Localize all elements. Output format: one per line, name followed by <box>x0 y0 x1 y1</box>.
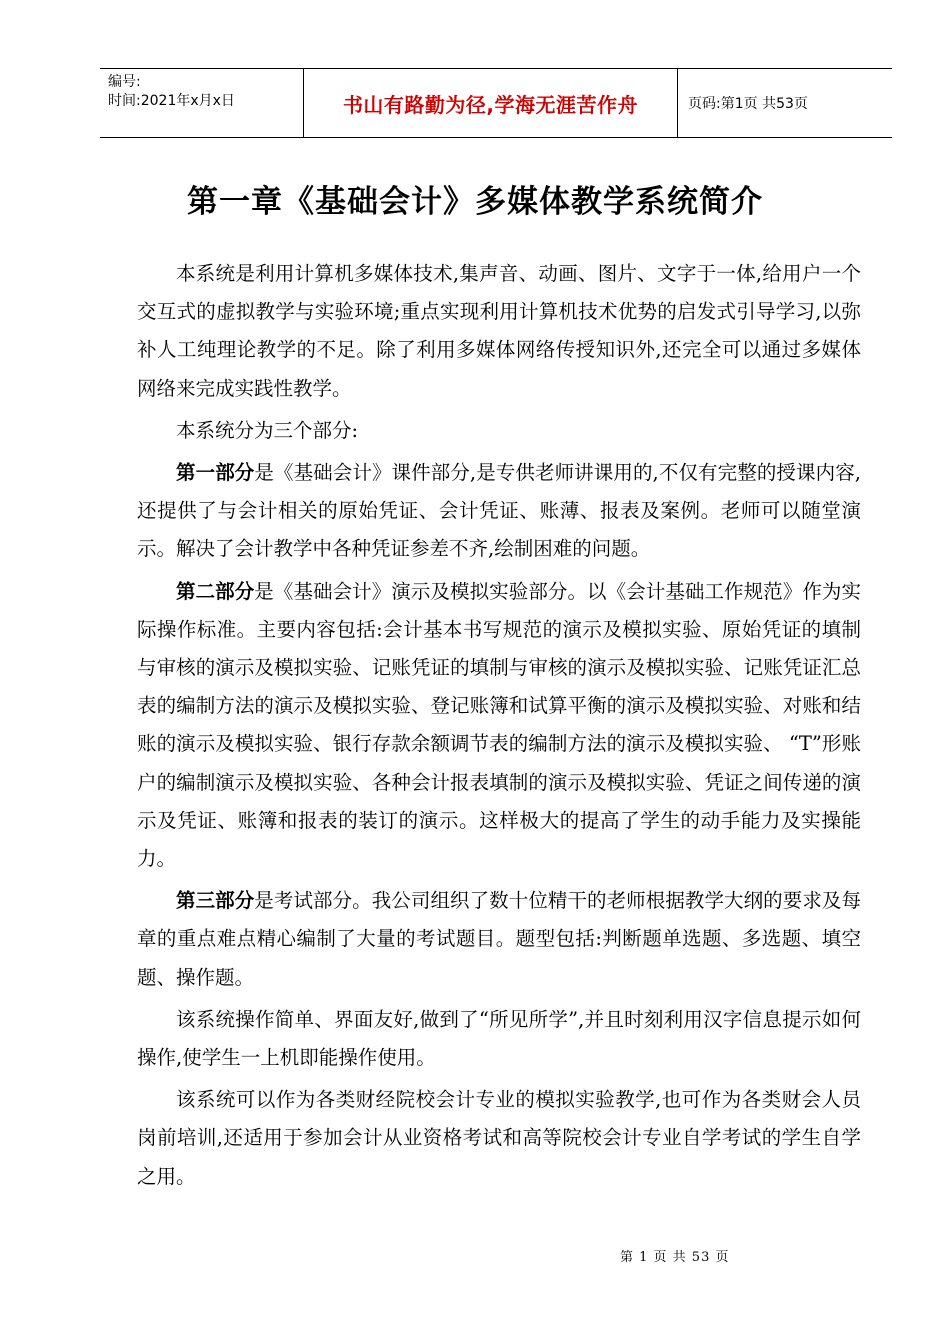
document-body <box>137 255 861 1196</box>
chapter-title: 第一章《基础会计》多媒体教学系统简介 <box>187 184 763 220</box>
document-number-label: 编号: <box>108 74 141 90</box>
body-paragraph <box>137 1001 861 1077</box>
header-motto: 书山有路勤为径,学海无涯苦作舟 <box>342 92 639 117</box>
paragraph-text: 是《基础会计》课件部分,是专供老师讲课用的,不仅有完整的授课内容,还提供了与会计相关的原始凭证、会计凭证、账薄、报表及案例。老师可以随堂演示。解决了会计教学中各种凭证参差不齐,绘制困难的问题。 <box>137 461 861 561</box>
paragraph-text: 本系统是利用计算机多媒体技术,集声音、动画、图片、文字于一体,给用户一个交互式的虚拟教学与实验环境;重点实现利用计算机技术优势的启发式引导学习,以弥补人工纯理论教学的不足。除了利用多媒体网络传授知识外,还完全可以通过多媒体网络来完成实践性教学。 <box>137 262 861 400</box>
body-paragraph <box>137 573 861 879</box>
paragraph-lead: 第二部分 <box>176 579 255 603</box>
paragraph-lead: 第三部分 <box>176 889 255 913</box>
header-page-info-cell <box>678 69 892 137</box>
body-paragraph <box>137 1081 861 1196</box>
paragraph-text: 是考试部分。我公司组织了数十位精干的老师根据教学大纲的要求及每章的重点难点精心编制了大量的考试题目。题型包括:判断题单选题、多选题、填空题、操作题。 <box>137 889 861 989</box>
paragraph-text: 本系统分为三个部分: <box>176 418 359 442</box>
header-meta-cell <box>100 69 304 137</box>
page-header <box>100 68 892 138</box>
paragraph-text: 是《基础会计》演示及模拟实验部分。以《会计基础工作规范》作为实际操作标准。主要内容包括:会计基本书写规范的演示及模拟实验、原始凭证的填制与审核的演示及模拟实验、记账凭证的填制与审核的演示及模拟实验、记账凭证汇总表的编制方法的演示及模拟实验、登记账簿和试算平衡的演示及模拟实验、对账和结账的演示及模拟实验、银行存款余额调节表的编制方法的演示及模拟实验、 “T”形账户的编制演示及模拟实验、各种会计报表填制的演示及模拟实验、凭证之间传递的演示及凭证、账簿和报表的装订的演示。这样极大的提高了学生的动手能力及实操能力。 <box>137 579 861 871</box>
body-paragraph <box>137 255 861 408</box>
body-paragraph <box>137 454 861 569</box>
paragraph-lead: 第一部分 <box>176 461 255 485</box>
body-paragraph <box>137 412 861 450</box>
body-paragraph <box>137 882 861 997</box>
header-page-info: 页码:第1页 共53页 <box>688 96 808 112</box>
page-footer: 第 1 页 共 53 页 <box>620 1250 730 1265</box>
paragraph-text: 该系统可以作为各类财经院校会计专业的模拟实验教学,也可作为各类财会人员岗前培训,还适用于参加会计从业资格考试和高等院校会计专业自学考试的学生自学之用。 <box>137 1088 861 1188</box>
paragraph-text: 该系统操作简单、界面友好,做到了“所见所学”,并且时刻利用汉字信息提示如何操作,使学生一上机即能操作使用。 <box>137 1007 861 1070</box>
document-time-label: 时间:2021年x月x日 <box>108 93 235 109</box>
header-motto-cell <box>304 69 678 137</box>
